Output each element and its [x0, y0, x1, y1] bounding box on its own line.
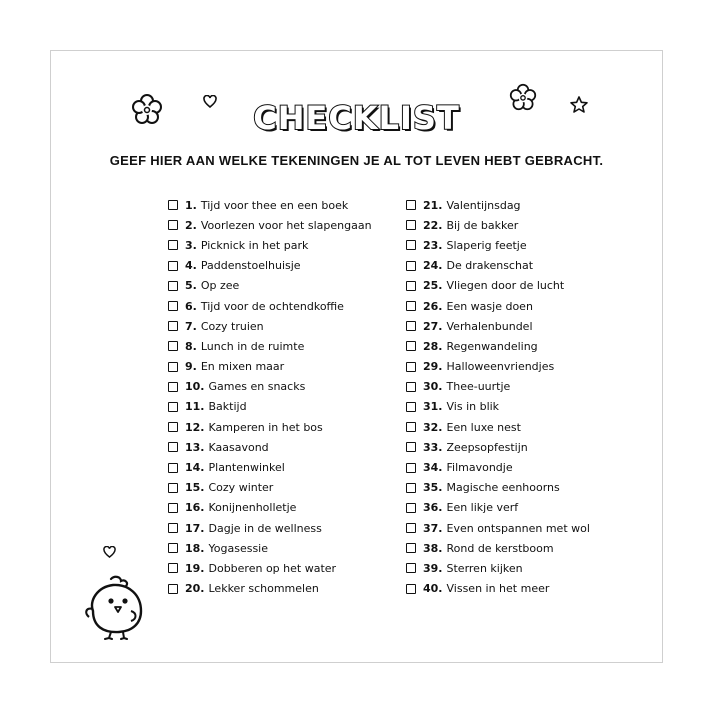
checkbox[interactable]: [168, 442, 178, 452]
item-label: Lunch in de ruimte: [200, 339, 305, 353]
item-label: Verhalenbundel: [446, 319, 533, 333]
checkbox[interactable]: [406, 543, 416, 553]
item-number: 24.: [423, 259, 443, 273]
item-label: Konijnenholletje: [208, 501, 297, 515]
checkbox[interactable]: [406, 362, 416, 372]
item-label: Kamperen in het bos: [208, 420, 323, 434]
item-label: Valentijnsdag: [446, 198, 521, 212]
item-number: 37.: [423, 521, 443, 535]
item-label: Voorlezen voor het slapengaan: [200, 218, 372, 232]
item-number: 2.: [185, 218, 197, 232]
item-label: Filmavondje: [446, 461, 513, 475]
checkbox[interactable]: [168, 341, 178, 351]
item-number: 22.: [423, 218, 443, 232]
checkbox[interactable]: [168, 321, 178, 331]
checklist-item[interactable]: [168, 478, 388, 498]
checklist-item[interactable]: [168, 276, 388, 296]
checkbox[interactable]: [406, 584, 416, 594]
checkbox[interactable]: [168, 281, 178, 291]
checkbox[interactable]: [406, 200, 416, 210]
item-number: 14.: [185, 461, 205, 475]
item-label: Vissen in het meer: [446, 582, 550, 596]
item-number: 21.: [423, 198, 443, 212]
checkbox[interactable]: [406, 341, 416, 351]
checklist-item[interactable]: [168, 498, 388, 518]
checkbox[interactable]: [168, 422, 178, 432]
checklist-item[interactable]: [406, 579, 626, 599]
checklist-item[interactable]: [168, 558, 388, 578]
item-number: 8.: [185, 339, 197, 353]
page-title: CHECKLIST: [253, 99, 460, 137]
checkbox[interactable]: [406, 220, 416, 230]
item-label: Thee-uurtje: [446, 380, 511, 394]
item-number: 13.: [185, 440, 205, 454]
item-label: Rond de kerstboom: [446, 541, 554, 555]
checklist-item[interactable]: [168, 397, 388, 417]
item-number: 35.: [423, 481, 443, 495]
checkbox[interactable]: [406, 382, 416, 392]
item-label: Sterren kijken: [446, 561, 523, 575]
checkbox[interactable]: [406, 261, 416, 271]
item-label: Een likje verf: [446, 501, 519, 515]
item-label: Cozy truien: [200, 319, 264, 333]
item-label: Paddenstoelhuisje: [200, 259, 301, 273]
item-number: 39.: [423, 561, 443, 575]
checklist-item[interactable]: [406, 478, 626, 498]
item-label: Games en snacks: [208, 380, 306, 394]
checkbox[interactable]: [168, 402, 178, 412]
item-label: Regenwandeling: [446, 339, 538, 353]
checklist-item[interactable]: [168, 215, 388, 235]
checkbox[interactable]: [168, 543, 178, 553]
item-number: 10.: [185, 380, 205, 394]
checklist-item[interactable]: [168, 437, 388, 457]
checkbox[interactable]: [406, 563, 416, 573]
item-label: Tijd voor de ochtendkoffie: [200, 299, 344, 313]
checklist-item[interactable]: [406, 357, 626, 377]
item-number: 25.: [423, 279, 443, 293]
checkbox[interactable]: [406, 281, 416, 291]
item-label: Zeepsopfestijn: [446, 440, 528, 454]
checklist-item[interactable]: [406, 417, 626, 437]
checklist-item[interactable]: [406, 457, 626, 477]
item-label: Vis in blik: [446, 400, 500, 414]
checklist-item[interactable]: [406, 276, 626, 296]
item-number: 19.: [185, 561, 205, 575]
checkbox[interactable]: [168, 463, 178, 473]
checkbox[interactable]: [168, 220, 178, 230]
checklist-item[interactable]: [406, 558, 626, 578]
item-label: Bij de bakker: [446, 218, 519, 232]
checkbox[interactable]: [168, 261, 178, 271]
checklist-item[interactable]: [406, 256, 626, 276]
checkbox[interactable]: [406, 483, 416, 493]
chick-icon: [81, 571, 151, 641]
item-label: Tijd voor thee en een boek: [200, 198, 349, 212]
checkbox[interactable]: [168, 503, 178, 513]
checkbox[interactable]: [406, 463, 416, 473]
checklist-item[interactable]: [168, 195, 388, 215]
item-number: 28.: [423, 339, 443, 353]
item-label: En mixen maar: [200, 360, 285, 374]
item-number: 4.: [185, 259, 197, 273]
item-number: 33.: [423, 440, 443, 454]
item-label: Dagje in de wellness: [208, 521, 322, 535]
checkbox[interactable]: [168, 240, 178, 250]
item-label: De drakenschat: [446, 259, 534, 273]
checklist-item[interactable]: [168, 457, 388, 477]
item-label: Yogasessie: [208, 541, 268, 555]
item-number: 11.: [185, 400, 205, 414]
item-label: Lekker schommelen: [208, 582, 319, 596]
checkbox[interactable]: [168, 563, 178, 573]
checklist-item[interactable]: [168, 538, 388, 558]
item-number: 17.: [185, 521, 205, 535]
item-label: Picknick in het park: [200, 238, 309, 252]
checklist-item[interactable]: [168, 235, 388, 255]
item-label: Cozy winter: [208, 481, 274, 495]
item-number: 16.: [185, 501, 205, 515]
checkbox[interactable]: [406, 402, 416, 412]
checklist-item[interactable]: [168, 316, 388, 336]
checklist-item[interactable]: [168, 377, 388, 397]
checkbox[interactable]: [168, 483, 178, 493]
checklist-item[interactable]: [406, 215, 626, 235]
page-subtitle: GEEF HIER AAN WELKE TEKENINGEN JE AL TOT LEVEN HEBT GEBRACHT.: [109, 153, 604, 168]
item-number: 1.: [185, 198, 197, 212]
checklist-item[interactable]: [406, 518, 626, 538]
checkbox[interactable]: [406, 503, 416, 513]
item-number: 27.: [423, 319, 443, 333]
checklist-item[interactable]: [406, 195, 626, 215]
checklist-left-column: [168, 195, 388, 599]
checklist-item[interactable]: [168, 336, 388, 356]
item-label: Even ontspannen met wol: [446, 521, 590, 535]
checkbox[interactable]: [168, 362, 178, 372]
checkbox[interactable]: [406, 321, 416, 331]
checkbox[interactable]: [406, 523, 416, 533]
item-label: Baktijd: [208, 400, 247, 414]
item-label: Kaasavond: [208, 440, 269, 454]
item-label: Halloweenvriendjes: [446, 360, 555, 374]
checklist-item[interactable]: [406, 377, 626, 397]
checklist-item[interactable]: [406, 336, 626, 356]
checklist-item[interactable]: [406, 316, 626, 336]
item-label: Slaperig feetje: [446, 238, 527, 252]
item-number: 34.: [423, 461, 443, 475]
item-number: 31.: [423, 400, 443, 414]
item-number: 30.: [423, 380, 443, 394]
item-number: 5.: [185, 279, 197, 293]
heart-icon: [103, 546, 116, 558]
checklist-item[interactable]: [406, 538, 626, 558]
item-number: 32.: [423, 420, 443, 434]
checklist-item[interactable]: [168, 256, 388, 276]
item-number: 36.: [423, 501, 443, 515]
item-number: 38.: [423, 541, 443, 555]
item-number: 29.: [423, 360, 443, 374]
checkbox[interactable]: [406, 301, 416, 311]
checklist-right-column: [406, 195, 626, 599]
checkbox[interactable]: [168, 200, 178, 210]
checkbox[interactable]: [168, 523, 178, 533]
checklist-item[interactable]: [168, 518, 388, 538]
item-number: 20.: [185, 582, 205, 596]
item-number: 40.: [423, 582, 443, 596]
item-number: 9.: [185, 360, 197, 374]
item-number: 18.: [185, 541, 205, 555]
checklist-item[interactable]: [406, 437, 626, 457]
item-number: 26.: [423, 299, 443, 313]
checklist-item[interactable]: [168, 579, 388, 599]
checkbox[interactable]: [168, 301, 178, 311]
item-label: Vliegen door de lucht: [446, 279, 565, 293]
item-number: 12.: [185, 420, 205, 434]
item-label: Plantenwinkel: [208, 461, 285, 475]
item-label: Op zee: [200, 279, 240, 293]
item-number: 15.: [185, 481, 205, 495]
item-label: Dobberen op het water: [208, 561, 337, 575]
checklist-item[interactable]: [168, 357, 388, 377]
checklist-item[interactable]: [406, 397, 626, 417]
checkbox[interactable]: [168, 382, 178, 392]
checklist-item[interactable]: [406, 498, 626, 518]
item-label: Een luxe nest: [446, 420, 521, 434]
item-number: 23.: [423, 238, 443, 252]
checkbox[interactable]: [406, 422, 416, 432]
item-number: 7.: [185, 319, 197, 333]
checkbox[interactable]: [168, 584, 178, 594]
item-number: 6.: [185, 299, 197, 313]
checklist-page: [50, 50, 663, 663]
checklist-item[interactable]: [406, 296, 626, 316]
item-label: Magische eenhoorns: [446, 481, 560, 495]
item-number: 3.: [185, 238, 197, 252]
checklist-item[interactable]: [168, 417, 388, 437]
checklist-item[interactable]: [406, 235, 626, 255]
checklist-item[interactable]: [168, 296, 388, 316]
checkbox[interactable]: [406, 240, 416, 250]
checkbox[interactable]: [406, 442, 416, 452]
item-label: Een wasje doen: [446, 299, 533, 313]
